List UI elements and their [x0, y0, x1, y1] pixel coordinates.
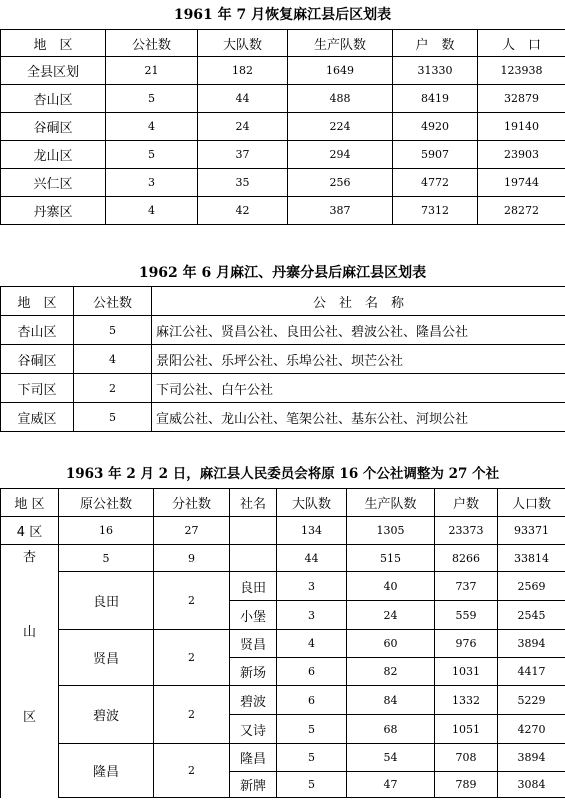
header-cell: 社名	[230, 489, 277, 517]
region-cell: 丹寨区	[1, 197, 106, 225]
commune-name-cell: 贤昌	[230, 630, 277, 658]
value-cell: 5	[106, 141, 198, 169]
value-cell: 789	[435, 772, 498, 798]
value-cell: 4	[106, 197, 198, 225]
table-row	[1, 345, 565, 374]
region-cell: 4 区	[1, 517, 59, 545]
region-cell: 杏山区	[1, 85, 106, 113]
table-row	[1, 141, 565, 169]
value-cell	[230, 517, 277, 545]
commune-names-cell: 麻江公社、贤昌公社、良田公社、碧波公社、隆昌公社	[152, 316, 565, 345]
table2-header-row	[1, 287, 565, 316]
header-cell: 公社数	[106, 30, 198, 57]
header-cell: 大队数	[277, 489, 347, 517]
value-cell: 37	[198, 141, 288, 169]
value-cell: 68	[347, 715, 435, 744]
value-cell: 5229	[498, 686, 565, 715]
value-cell: 559	[435, 601, 498, 630]
value-cell: 6	[277, 658, 347, 686]
value-cell: 3894	[498, 630, 565, 658]
table3	[0, 488, 565, 798]
table-row	[1, 316, 565, 345]
value-cell: 42	[198, 197, 288, 225]
value-cell: 1051	[435, 715, 498, 744]
commune-name-cell: 新场	[230, 658, 277, 686]
region-cell: 杏山区	[1, 316, 74, 345]
original-commune-cell: 隆昌	[59, 744, 154, 798]
header-cell: 地 区	[1, 287, 74, 316]
value-cell: 54	[347, 744, 435, 772]
value-cell: 488	[288, 85, 393, 113]
value-cell: 387	[288, 197, 393, 225]
value-cell: 1031	[435, 658, 498, 686]
region-cell-xingshan	[1, 545, 59, 798]
value-cell: 16	[59, 517, 154, 545]
value-cell: 27	[154, 517, 230, 545]
value-cell: 3	[277, 572, 347, 601]
value-cell: 737	[435, 572, 498, 601]
value-cell: 5	[277, 772, 347, 798]
header-cell: 地 区	[1, 489, 59, 517]
commune-names-cell: 下司公社、白午公社	[152, 374, 565, 403]
table-row	[1, 374, 565, 403]
table-row	[1, 57, 565, 85]
value-cell	[230, 545, 277, 572]
table-row	[1, 169, 565, 197]
header-cell: 大队数	[198, 30, 288, 57]
split-count-cell: 2	[154, 630, 230, 686]
region-char: 杏	[22, 550, 36, 565]
region-char: 区	[22, 710, 36, 725]
value-cell: 21	[106, 57, 198, 85]
value-cell: 44	[277, 545, 347, 572]
value-cell: 294	[288, 141, 393, 169]
value-cell: 123938	[478, 57, 565, 85]
value-cell: 19744	[478, 169, 565, 197]
value-cell: 2545	[498, 601, 565, 630]
value-cell: 33814	[498, 545, 565, 572]
value-cell: 708	[435, 744, 498, 772]
commune-name-cell: 新牌	[230, 772, 277, 798]
table-row	[1, 630, 565, 658]
value-cell: 4417	[498, 658, 565, 686]
value-cell: 7312	[393, 197, 478, 225]
value-cell: 3084	[498, 772, 565, 798]
value-cell: 134	[277, 517, 347, 545]
split-count-cell: 2	[154, 686, 230, 744]
value-cell: 23373	[435, 517, 498, 545]
table1-title: 1961 年 7 月恢复麻江县后区划表	[173, 7, 392, 23]
table-row	[1, 197, 565, 225]
value-cell: 32879	[478, 85, 565, 113]
region-subtotal-row	[1, 545, 565, 572]
table-row	[1, 113, 565, 141]
commune-name-cell: 良田	[230, 572, 277, 601]
value-cell: 224	[288, 113, 393, 141]
commune-name-cell: 小堡	[230, 601, 277, 630]
region-char: 山	[22, 625, 36, 640]
value-cell: 3	[106, 169, 198, 197]
value-cell: 35	[198, 169, 288, 197]
region-cell: 下司区	[1, 374, 74, 403]
region-cell: 谷硐区	[1, 345, 74, 374]
table2	[0, 286, 565, 432]
table-row	[1, 85, 565, 113]
commune-name-cell: 又诗	[230, 715, 277, 744]
count-cell: 2	[74, 374, 152, 403]
original-commune-cell: 良田	[59, 572, 154, 630]
value-cell: 8266	[435, 545, 498, 572]
value-cell: 1305	[347, 517, 435, 545]
header-cell: 分社数	[154, 489, 230, 517]
original-commune-cell: 贤昌	[59, 630, 154, 686]
split-count-cell: 2	[154, 572, 230, 630]
commune-names-cell: 宣威公社、龙山公社、笔架公社、基东公社、河坝公社	[152, 403, 565, 432]
table3-title: 1963 年 2 月 2 日，麻江县人民委员会将原 16 个公社调整为 27 个社	[65, 466, 500, 482]
total-row	[1, 517, 565, 545]
value-cell: 4	[106, 113, 198, 141]
split-count-cell: 2	[154, 744, 230, 798]
header-cell: 公社数	[74, 287, 152, 316]
header-cell: 公 社 名 称	[152, 287, 565, 316]
value-cell: 60	[347, 630, 435, 658]
value-cell: 23903	[478, 141, 565, 169]
original-commune-cell: 碧波	[59, 686, 154, 744]
header-cell: 人口数	[498, 489, 565, 517]
value-cell: 4920	[393, 113, 478, 141]
value-cell: 40	[347, 572, 435, 601]
value-cell: 6	[277, 686, 347, 715]
value-cell: 3894	[498, 744, 565, 772]
table-row	[1, 403, 565, 432]
region-cell: 龙山区	[1, 141, 106, 169]
table3-header-row	[1, 489, 565, 517]
table-row	[1, 686, 565, 715]
value-cell: 2569	[498, 572, 565, 601]
value-cell: 515	[347, 545, 435, 572]
header-cell: 户数	[435, 489, 498, 517]
value-cell: 47	[347, 772, 435, 798]
value-cell: 182	[198, 57, 288, 85]
value-cell: 4772	[393, 169, 478, 197]
table-row	[1, 572, 565, 601]
value-cell: 9	[154, 545, 230, 572]
commune-names-cell: 景阳公社、乐坪公社、乐埠公社、坝芒公社	[152, 345, 565, 374]
value-cell: 1649	[288, 57, 393, 85]
value-cell: 84	[347, 686, 435, 715]
commune-name-cell: 碧波	[230, 686, 277, 715]
header-cell: 地 区	[1, 30, 106, 57]
count-cell: 5	[74, 403, 152, 432]
value-cell: 976	[435, 630, 498, 658]
header-cell: 生产队数	[288, 30, 393, 57]
value-cell: 5	[106, 85, 198, 113]
commune-name-cell: 隆昌	[230, 744, 277, 772]
value-cell: 31330	[393, 57, 478, 85]
value-cell: 24	[347, 601, 435, 630]
table1-header-row	[1, 30, 565, 57]
value-cell: 28272	[478, 197, 565, 225]
header-cell: 生产队数	[347, 489, 435, 517]
region-cell: 谷硐区	[1, 113, 106, 141]
region-cell: 全县区划	[1, 57, 106, 85]
region-cell: 兴仁区	[1, 169, 106, 197]
value-cell: 19140	[478, 113, 565, 141]
header-cell: 原公社数	[59, 489, 154, 517]
count-cell: 4	[74, 345, 152, 374]
table2-title: 1962 年 6 月麻江、丹寨分县后麻江县区划表	[138, 265, 427, 281]
table1	[0, 29, 565, 225]
value-cell: 256	[288, 169, 393, 197]
value-cell: 1332	[435, 686, 498, 715]
header-cell: 户 数	[393, 30, 478, 57]
value-cell: 5	[59, 545, 154, 572]
value-cell: 4270	[498, 715, 565, 744]
value-cell: 93371	[498, 517, 565, 545]
value-cell: 44	[198, 85, 288, 113]
value-cell: 4	[277, 630, 347, 658]
value-cell: 5	[277, 744, 347, 772]
value-cell: 5	[277, 715, 347, 744]
value-cell: 3	[277, 601, 347, 630]
count-cell: 5	[74, 316, 152, 345]
region-cell: 宣威区	[1, 403, 74, 432]
header-cell: 人 口	[478, 30, 565, 57]
table-row	[1, 744, 565, 772]
value-cell: 5907	[393, 141, 478, 169]
value-cell: 82	[347, 658, 435, 686]
value-cell: 8419	[393, 85, 478, 113]
value-cell: 24	[198, 113, 288, 141]
